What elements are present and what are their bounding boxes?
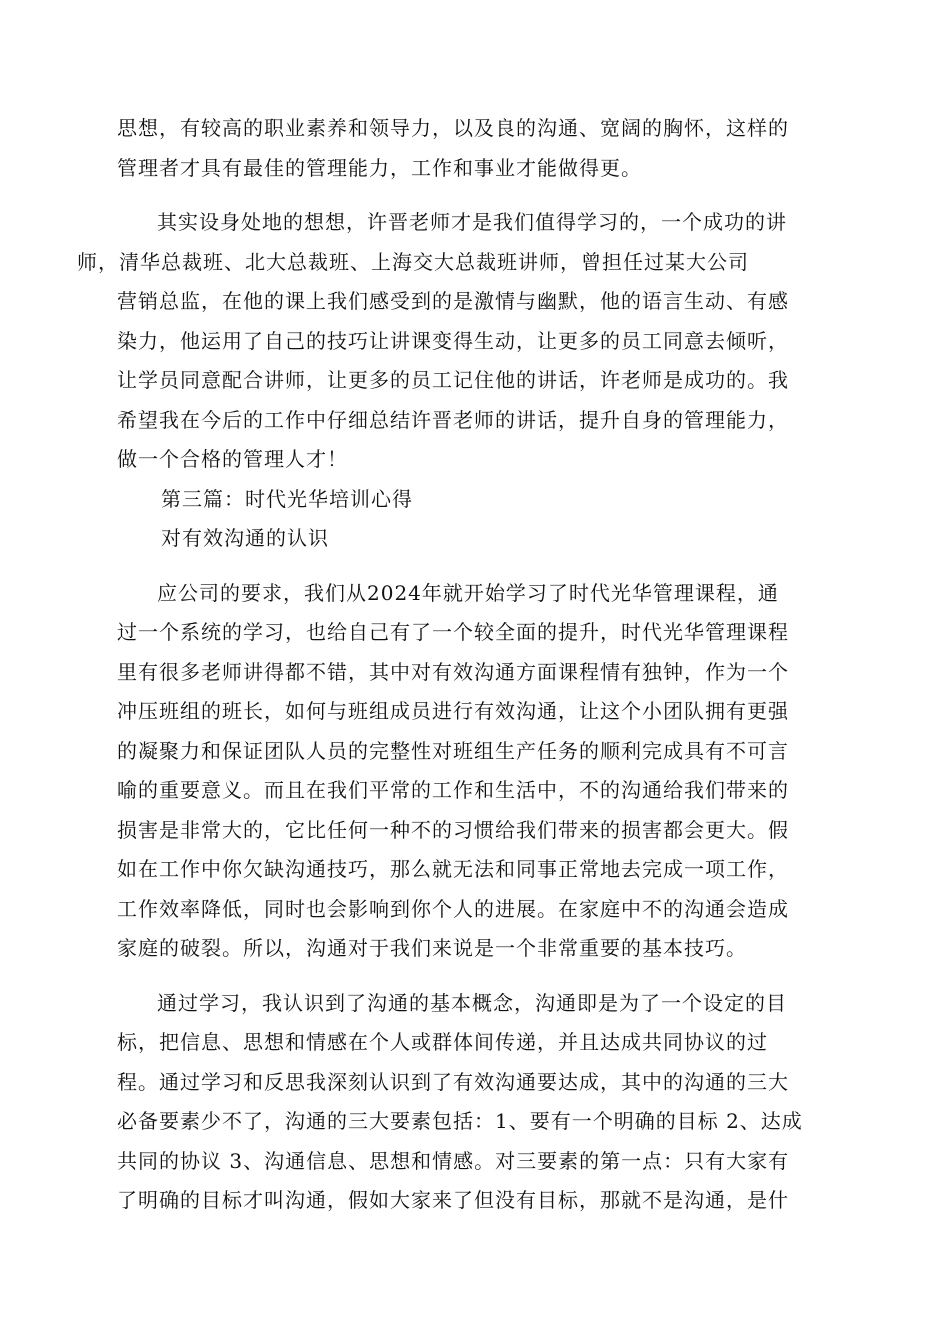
document-page bbox=[77, 109, 835, 1221]
paragraph-1 bbox=[117, 109, 835, 188]
text-line: 里有很多老师讲得都不错，其中对有效沟通方面课程情有独钟，作为一个 bbox=[117, 659, 789, 684]
text-line: 做一个合格的管理人才！ bbox=[117, 447, 348, 471]
text-line: 程。通过学习和反思我深刻认识到了有效沟通要达成，其中的沟通的三大 bbox=[117, 1069, 789, 1094]
text-line: 共同的协议 3、沟通信息、思想和情感。对三要素的第一点：只有大家有 bbox=[117, 1148, 790, 1173]
text-line: 标，把信息、思想和情感在个人或群体间传递，并且达成共同协议的过 bbox=[117, 1030, 768, 1054]
sub-heading: 对有效沟通的认识 bbox=[161, 526, 329, 550]
text-line: 思想，有较高的职业素养和领导力，以及良的沟通、宽阔的胸怀，这样的 bbox=[117, 116, 789, 140]
paragraph-4 bbox=[117, 984, 835, 1221]
text-line: 应公司的要求，我们从2024年就开始学习了时代光华管理课程，通 bbox=[157, 580, 779, 605]
text-line: 让学员同意配合讲师，让更多的员工记住他的讲话，许老师是成功的。我 bbox=[117, 368, 789, 392]
text-line: 了明确的目标才叫沟通，假如大家来了但没有目标，那就不是沟通，是什 bbox=[117, 1188, 789, 1212]
text-line: 喻的重要意义。而且在我们平常的工作和生活中，不的沟通给我们带来的 bbox=[117, 778, 789, 802]
text-line: 的凝聚力和保证团队人员的完整性对班组生产任务的顺利完成具有不可言 bbox=[117, 738, 789, 763]
text-line: 冲压班组的班长，如何与班组成员进行有效沟通，让这个小团队拥有更强 bbox=[117, 699, 789, 723]
text-line: 师，清华总裁班、北大总裁班、上海交大总裁班讲师，曾担任过某大公司 bbox=[77, 249, 749, 274]
text-line: 如在工作中你欠缺沟通技巧，那么就无法和同事正常地去完成一项工作， bbox=[117, 857, 789, 881]
text-line: 染力，他运用了自己的技巧让讲课变得生动，让更多的员工同意去倾听， bbox=[117, 328, 789, 353]
text-line: 管理者才具有最佳的管理能力，工作和事业才能做得更。 bbox=[117, 155, 642, 180]
text-line: 希望我在今后的工作中仔细总结许晋老师的讲话，提升自身的管理能力， bbox=[117, 407, 789, 432]
text-line: 家庭的破裂。所以，沟通对于我们来说是一个非常重要的基本技巧。 bbox=[117, 936, 747, 960]
text-line: 其实设身处地的想想，许晋老师才是我们值得学习的，一个成功的讲 bbox=[157, 210, 787, 234]
text-line: 营销总监，在他的课上我们感受到的是激情与幽默，他的语言生动、有感 bbox=[117, 289, 789, 313]
text-line: 损害是非常大的，它比任何一种不的习惯给我们带来的损害都会更大。假 bbox=[117, 817, 789, 842]
text-line: 工作效率降低，同时也会影响到你个人的进展。在家庭中不的沟通会造成 bbox=[117, 896, 789, 921]
text-line: 过一个系统的学习，也给自己有了一个较全面的提升，时代光华管理课程 bbox=[117, 620, 789, 644]
text-line: 通过学习，我认识到了沟通的基本概念，沟通即是为了一个设定的目 bbox=[157, 990, 787, 1015]
text-line: 必备要素少不了，沟通的三大要素包括：1、要有一个明确的目标 2、达成 bbox=[117, 1109, 803, 1133]
paragraph-2 bbox=[77, 203, 835, 480]
paragraph-3 bbox=[117, 574, 835, 969]
section-heading: 第三篇：时代光华培训心得 bbox=[161, 486, 413, 511]
